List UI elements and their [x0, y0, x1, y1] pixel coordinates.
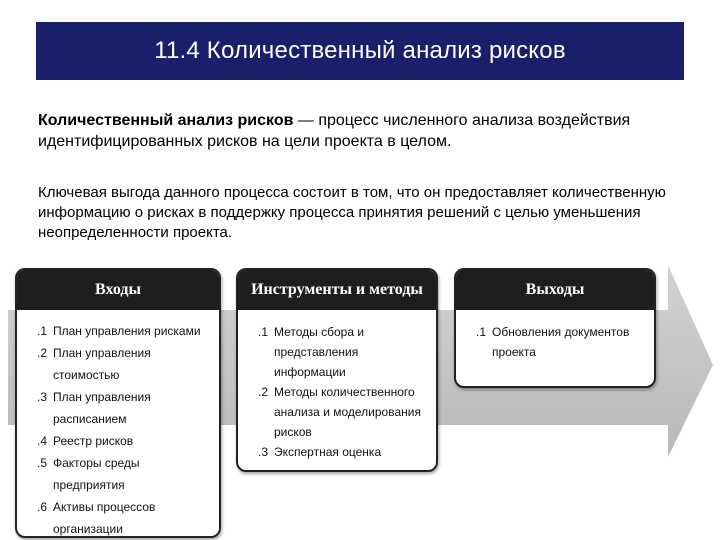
tools-header: Инструменты и методы: [238, 270, 436, 310]
slide-title-bar: [36, 22, 684, 80]
list-item: [27, 386, 213, 430]
list-item: [466, 322, 648, 362]
item-text: Активы процессов организации: [53, 500, 156, 536]
item-text: Обновления документов проекта: [492, 325, 630, 359]
item-text: Экспертная оценка: [274, 445, 382, 459]
tools-panel: [236, 268, 438, 472]
inputs-header: Входы: [17, 270, 219, 310]
item-number: .2: [257, 385, 268, 399]
definition-term: Количественный анализ рисков: [38, 112, 294, 129]
item-text: Факторы среды предприятия: [53, 456, 140, 492]
item-number: .3: [36, 390, 47, 404]
item-text: Реестр рисков: [53, 434, 134, 448]
outputs-panel: [454, 268, 656, 388]
tools-list: [238, 310, 436, 462]
inputs-panel: [15, 268, 221, 538]
item-number: .1: [257, 325, 268, 339]
item-number: .3: [257, 445, 268, 459]
item-text: План управления рисками: [53, 324, 201, 338]
item-number: .4: [36, 434, 47, 448]
list-item: [248, 382, 430, 442]
list-item: [248, 322, 430, 382]
list-item: [248, 442, 430, 462]
item-number: .6: [36, 500, 47, 514]
list-item: [27, 496, 213, 538]
item-text: Методы сбора и представления информации: [274, 325, 365, 379]
outputs-list: [456, 310, 654, 362]
item-number: .2: [36, 346, 47, 360]
benefit-paragraph: Ключевая выгода данного процесса состоит в том, что он предоставляет количественную информацию о рисках в поддержку процесса принятия решений с целью уменьшения неопределенности проекта.: [38, 184, 666, 241]
item-number: .1: [36, 324, 47, 338]
item-text: План управления стоимостью: [53, 346, 151, 382]
item-number: .5: [36, 456, 47, 470]
item-text: План управления расписанием: [53, 390, 151, 426]
list-item: [27, 342, 213, 386]
list-item: [27, 452, 213, 496]
item-text: Методы количественного анализа и моделирования рисков: [274, 385, 421, 439]
item-number: .1: [475, 325, 486, 339]
inputs-list: [17, 310, 219, 538]
slide-title: 11.4 Количественный анализ рисков: [154, 37, 566, 64]
definition-paragraph: [38, 110, 698, 152]
list-item: [27, 430, 213, 452]
definition-text: — процесс численного анализа воздействия идентифицированных рисков на цели проекта в целом.: [38, 112, 631, 150]
outputs-header: Выходы: [456, 270, 654, 310]
list-item: [27, 320, 213, 342]
